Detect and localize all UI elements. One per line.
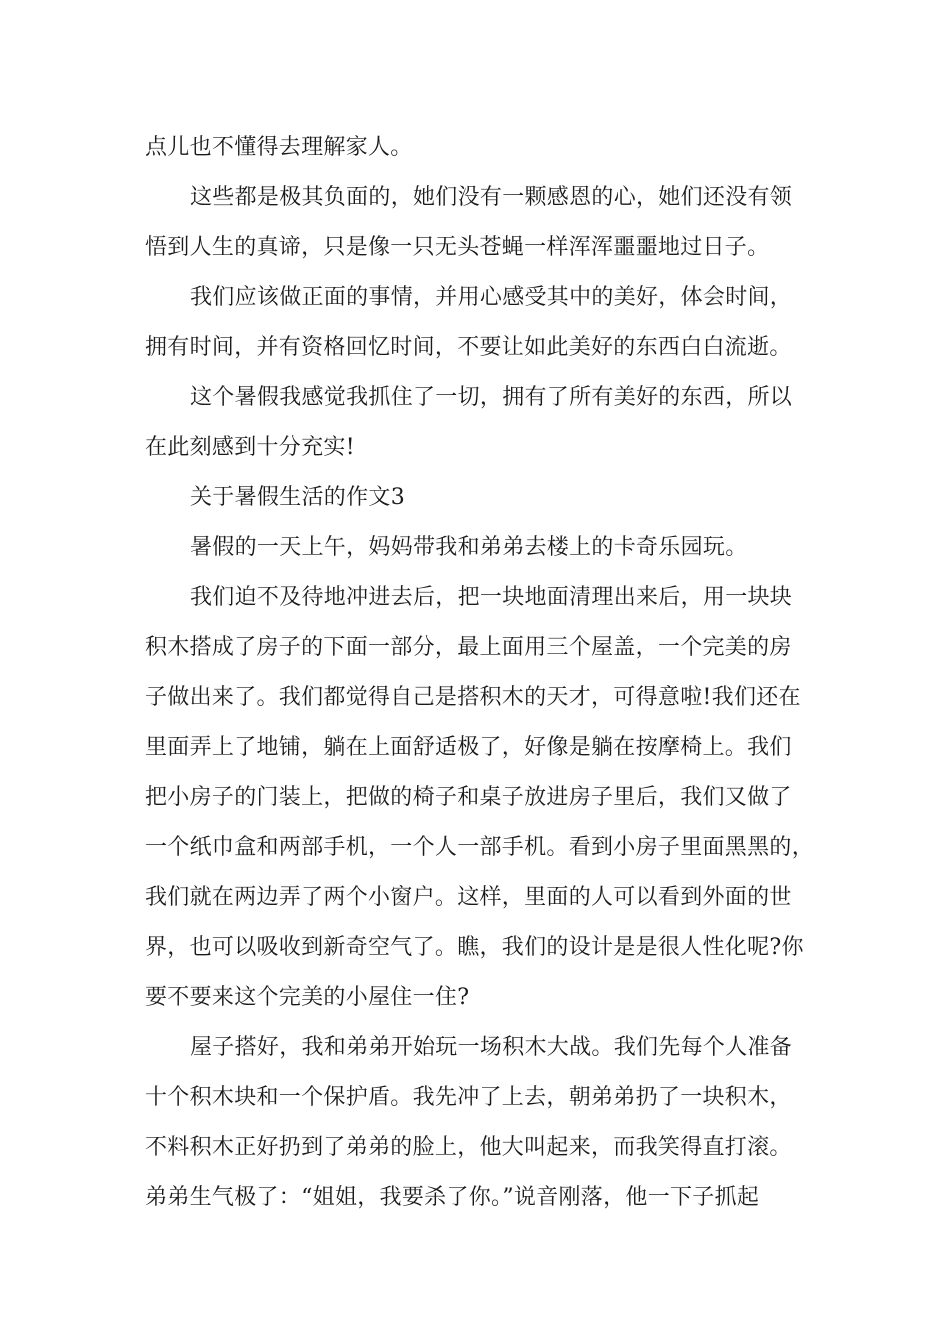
text-line: 拥有时间，并有资格回忆时间，不要让如此美好的东西白白流逝。: [145, 335, 792, 360]
text-line: 子做出来了。我们都觉得自己是搭积木的天才，可得意啦!我们还在: [145, 685, 801, 710]
text-line: 点儿也不懂得去理解家人。: [145, 135, 413, 160]
text-line: 在此刻感到十分充实!: [145, 435, 355, 460]
text-line: 这个暑假我感觉我抓住了一切，拥有了所有美好的东西，所以: [190, 385, 793, 410]
text-line: 十个积木块和一个保护盾。我先冲了上去，朝弟弟扔了一块积木，: [145, 1085, 792, 1110]
text-line: 这些都是极其负面的，她们没有一颗感恩的心，她们还没有领: [190, 185, 793, 210]
text-line: 悟到人生的真谛，只是像一只无头苍蝇一样浑浑噩噩地过日子。: [145, 235, 770, 260]
document-body: [145, 123, 815, 1223]
section-title: 关于暑假生活的作文3: [190, 485, 405, 510]
text-line: 暑假的一天上午，妈妈带我和弟弟去楼上的卡奇乐园玩。: [190, 535, 748, 560]
text-line: 把小房子的门装上，把做的椅子和桌子放进房子里后，我们又做了: [145, 785, 792, 810]
text-line: 我们就在两边弄了两个小窗户。这样，里面的人可以看到外面的世: [145, 885, 792, 910]
text-line: 屋子搭好，我和弟弟开始玩一场积木大战。我们先每个人准备: [190, 1035, 793, 1060]
text-line: 里面弄上了地铺，躺在上面舒适极了，好像是躺在按摩椅上。我们: [145, 735, 792, 760]
text-line: 一个纸巾盒和两部手机，一个人一部手机。看到小房子里面黑黑的，: [145, 835, 815, 860]
text-line: 弟弟生气极了：“姐姐，我要杀了你。”说音刚落，他一下子抓起: [145, 1185, 760, 1210]
text-line: 我们迫不及待地冲进去后，把一块地面清理出来后，用一块块: [190, 585, 793, 610]
text-line: 我们应该做正面的事情，并用心感受其中的美好，体会时间，: [190, 285, 793, 310]
text-line: 界，也可以吸收到新奇空气了。瞧，我们的设计是是很人性化呢?你: [145, 935, 804, 960]
text-line: 积木搭成了房子的下面一部分，最上面用三个屋盖，一个完美的房: [145, 635, 792, 660]
text-line: 要不要来这个完美的小屋住一住?: [145, 985, 470, 1010]
text-line: 不料积木正好扔到了弟弟的脸上，他大叫起来，而我笑得直打滚。: [145, 1135, 792, 1160]
